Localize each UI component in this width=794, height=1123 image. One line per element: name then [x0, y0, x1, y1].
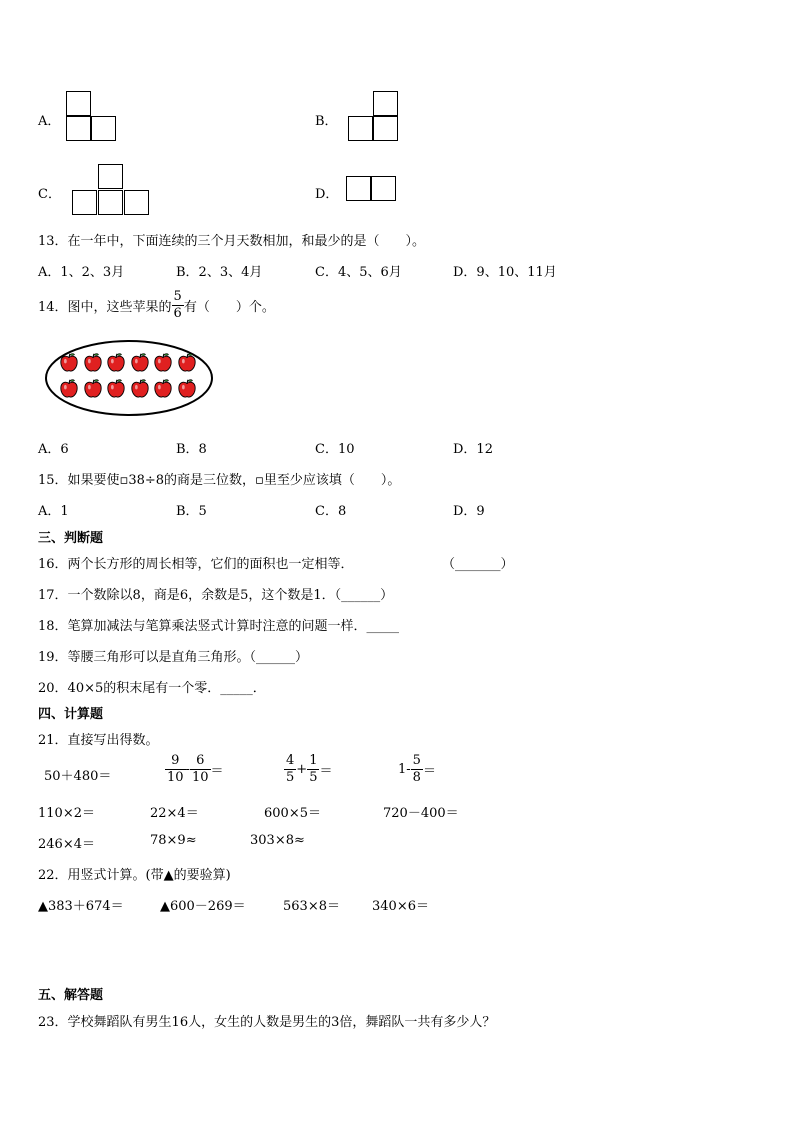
- q21-expr-4: [398, 753, 436, 786]
- q21-expr-5: 110×2＝: [38, 806, 95, 821]
- q21-e4-den: 8: [412, 770, 421, 785]
- apple-icon: [106, 352, 126, 372]
- q22-expr-3: 563×8＝: [283, 899, 340, 914]
- q16-text: 16．两个长方形的周长相等，它们的面积也一定相等．: [38, 557, 354, 572]
- q22-expr-2: ▲600－269＝: [160, 899, 246, 914]
- q21-e2-num2: 6: [190, 753, 211, 770]
- q21-expr-8: 720－400＝: [383, 806, 459, 821]
- q17-text: 17．一个数除以8，商是6，余数是5，这个数是1．（______）: [38, 588, 394, 603]
- apple-icon: [177, 378, 197, 398]
- q13-option-a: A．1、2、3月: [38, 265, 125, 280]
- q21-e2-eq: ＝: [210, 764, 224, 779]
- option-b-label: B．: [315, 114, 338, 129]
- section-title-word-problems: 五、解答题: [38, 988, 104, 1003]
- apple-icon: [153, 378, 173, 398]
- apple-icon: [130, 378, 150, 398]
- q21-expr-1: 50＋480＝: [44, 769, 112, 784]
- q15-option-c: C．8: [315, 504, 347, 519]
- q22-expr-1: ▲383＋674＝: [38, 899, 124, 914]
- q13-option-c: C．4、5、6月: [315, 265, 402, 280]
- q21-expr-2: [165, 753, 224, 786]
- apple-icon: [83, 378, 103, 398]
- q15-option-a: A．1: [38, 504, 69, 519]
- option-c-label: C．: [38, 187, 61, 202]
- q14-option-c: C．10: [315, 442, 355, 457]
- q14-frac-den: 6: [173, 306, 182, 321]
- q21-expr-3: [284, 753, 332, 786]
- q13-option-d: D．9、10、11月: [453, 265, 557, 280]
- apple-icon: [153, 352, 173, 372]
- q21-expr-11: 303×8≈: [250, 833, 305, 848]
- q16-blank: （_______）: [442, 557, 514, 572]
- apple-icon: [83, 352, 103, 372]
- q21-e4-num: 5: [412, 753, 421, 768]
- apple-icon: [130, 352, 150, 372]
- q14-option-b: B．8: [176, 442, 207, 457]
- q21-e4-pre: 1-: [398, 762, 411, 777]
- q21-e2-den1: 10: [167, 770, 184, 785]
- apple-icon: [59, 352, 79, 372]
- q14-frac-num: 5: [173, 289, 182, 304]
- q14-option-d: D．12: [453, 442, 493, 457]
- apple-icon: [106, 378, 126, 398]
- q14-stem-post: 有（ ）个。: [183, 300, 275, 315]
- q13-stem: 13．在一年中，下面连续的三个月天数相加，和最少的是（ ）。: [38, 234, 426, 249]
- q20-text: 20．40×5的积末尾有一个零．_____．: [38, 681, 266, 696]
- q21-expr-7: 600×5＝: [264, 806, 321, 821]
- apple-icon: [59, 378, 79, 398]
- q13-option-b: B．2、3、4月: [176, 265, 263, 280]
- q21-e3-eq: ＝: [319, 764, 333, 779]
- q21-stem: 21．直接写出得数。: [38, 733, 159, 748]
- q19-text: 19．等腰三角形可以是直角三角形。（______）: [38, 650, 309, 665]
- section-title-calculation: 四、计算题: [38, 707, 104, 722]
- q21-e3-num2: 1: [309, 753, 318, 768]
- q21-expr-10: 78×9≈: [150, 833, 197, 848]
- q21-e3-op: +: [296, 762, 308, 777]
- q21-e2-op: -: [185, 762, 190, 777]
- q14-fraction: [172, 289, 184, 322]
- q22-stem: 22．用竖式计算。(带▲的要验算): [38, 868, 231, 883]
- q21-expr-9: 246×4＝: [38, 837, 95, 852]
- q21-e3-den2: 5: [309, 770, 318, 785]
- q15-stem: 15．如果要使▫38÷8的商是三位数，▫里至少应该填（ ）。: [38, 473, 401, 488]
- q21-e3-den1: 5: [286, 770, 295, 785]
- q21-e2-den2: 10: [191, 770, 209, 785]
- q14-stem-pre: 14．图中，这些苹果的: [38, 300, 172, 315]
- q18-text: 18．笔算加减法与笔算乘法竖式计算时注意的问题一样．_____: [38, 619, 400, 634]
- apple-icon: [177, 352, 197, 372]
- option-d-label: D．: [315, 187, 339, 202]
- q14-option-a: A．6: [38, 442, 69, 457]
- q14-stem: [38, 289, 275, 322]
- q23-text: 23．学校舞蹈队有男生16人，女生的人数是男生的3倍，舞蹈队一共有多少人？: [38, 1015, 496, 1030]
- q21-e3-num1: 4: [286, 753, 295, 768]
- q15-option-b: B．5: [176, 504, 207, 519]
- q21-e2-num1: 9: [165, 753, 186, 770]
- option-a-label: A．: [38, 114, 61, 129]
- q21-e4-eq: ＝: [422, 764, 436, 779]
- q15-option-d: D．9: [453, 504, 485, 519]
- q22-expr-4: 340×6＝: [372, 899, 429, 914]
- q21-expr-6: 22×4＝: [150, 806, 199, 821]
- section-title-judgement: 三、判断题: [38, 531, 104, 546]
